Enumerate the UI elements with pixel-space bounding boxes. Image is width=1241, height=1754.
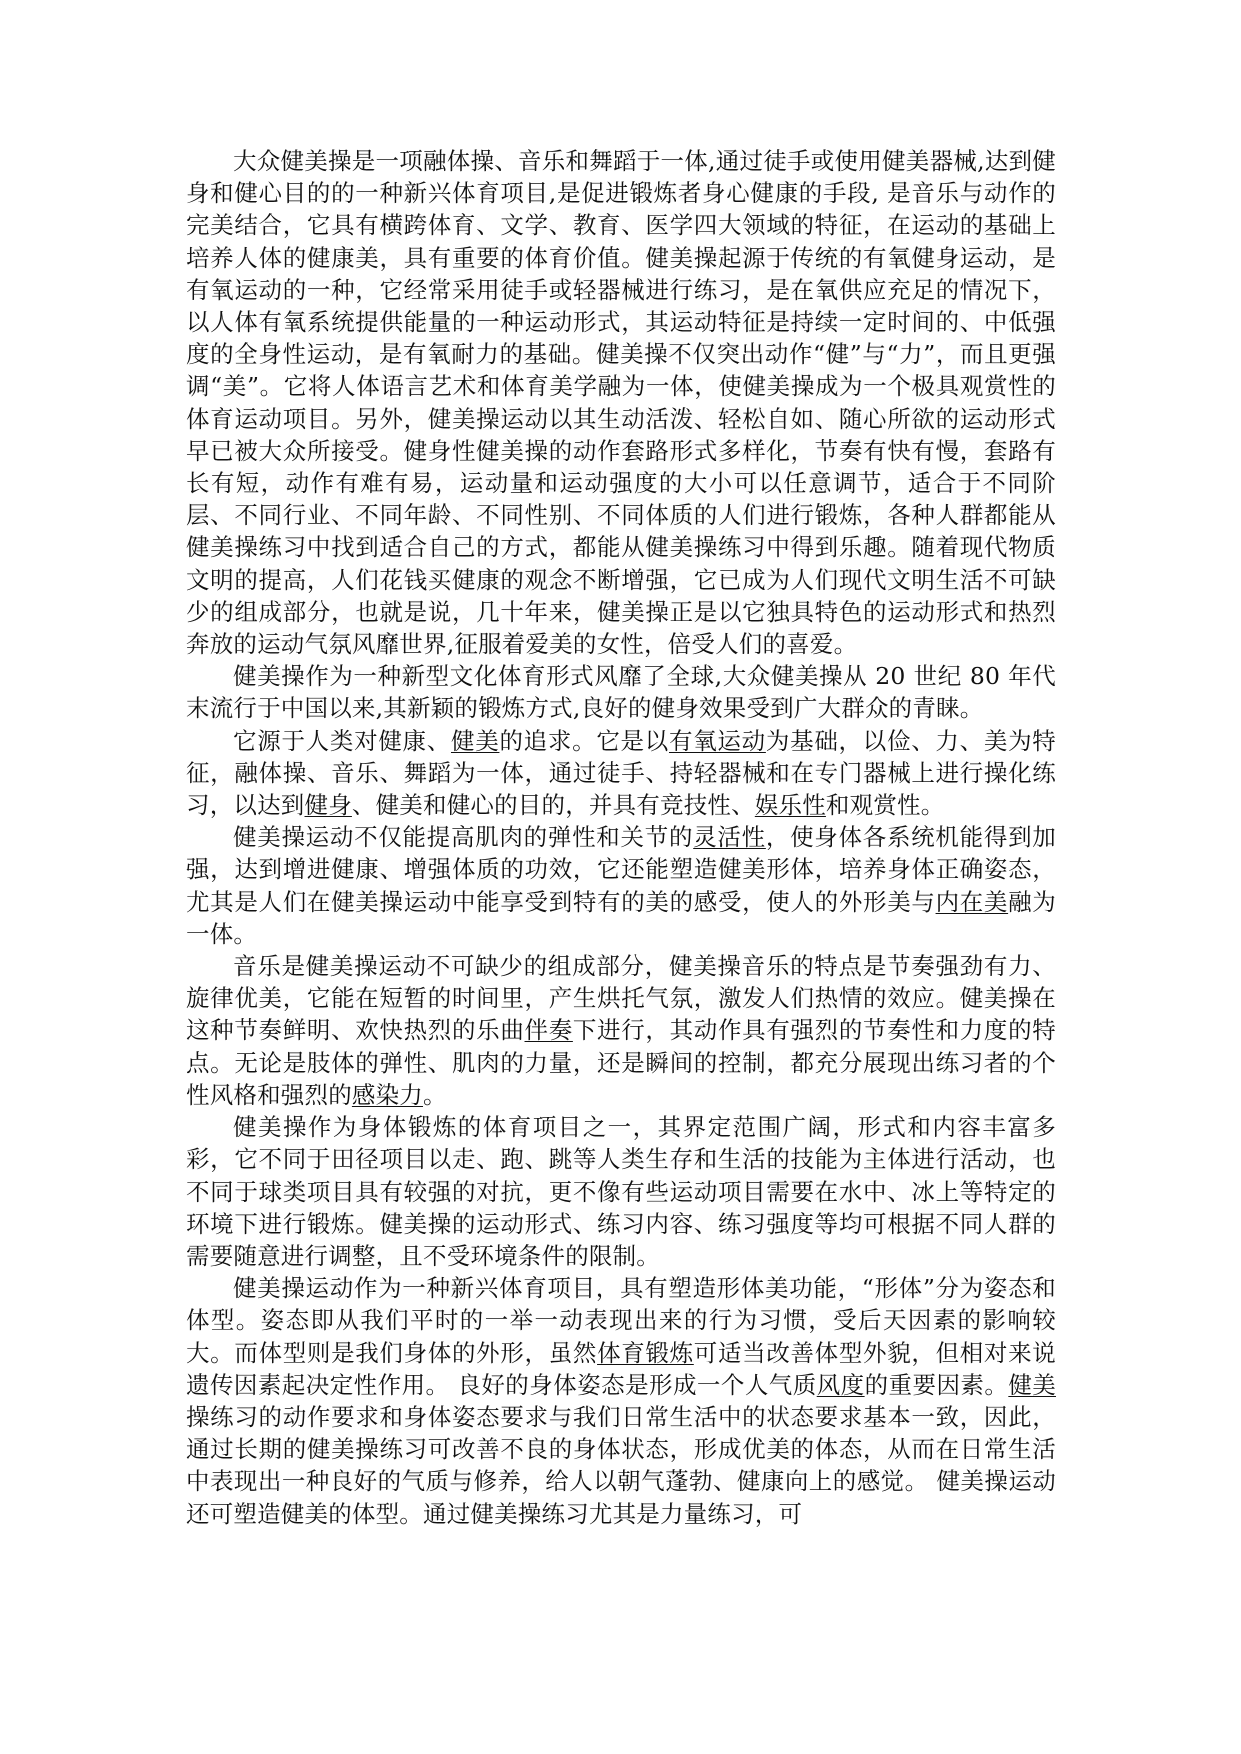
hyperlink-text[interactable]: 健美 [1008, 1370, 1056, 1399]
hyperlink-text[interactable]: 体育锻炼 [597, 1338, 694, 1367]
paragraph-text: 健美操作为身体锻炼的体育项目之一，其界定范围广阔，形式和内容丰富多彩，它不同于田径项目以走、跑、跳等人类生存和生活的技能为主体进行活动，也不同于球类项目具有较强的对抗，更不像有些运动项目需要在水中、冰上等特定的环境下进行锻炼。健美操的运动形式、练习内容、练习强度等均可根据不同人群的需要随意进行调整，且不受环境条件的限制。 [186, 1113, 1056, 1270]
paragraph-text: 和观赏性。 [825, 791, 945, 820]
paragraph [186, 1272, 1056, 1530]
paragraph-text: 操练习的动作要求和身体姿态要求与我们日常生活中的状态要求基本一致，因此，通过长期的健美操练习可改善不良的身体状态，形成优美的体态，从而在日常生活中表现出一种良好的气质与修养，给人以朝气蓬勃、健康向上的感觉。 健美操运动还可塑造健美的体型。通过健美操练习尤其是力量练习，可 [186, 1402, 1056, 1528]
paragraph-text: 健美操运动不仅能提高肌肉的弹性和关节的 [233, 823, 694, 852]
paragraph [186, 660, 1056, 724]
hyperlink-text[interactable]: 伴奏 [524, 1016, 573, 1045]
document-body [186, 145, 1056, 1530]
paragraph-text: ，使身体各系统机能得到加强，达到增进健康、增强体质的功效，它还能塑造健美形体，培养身体正确姿态，尤其是人们在健美操运动中能享受到特有的美的感受，使人的外形美与 [186, 823, 1056, 916]
paragraph-text: 大众健美操是一项融体操、音乐和舞蹈于一体,通过徒手或使用健美器械,达到健身和健心目的的一种新兴体育项目,是促进锻炼者身心健康的手段, 是音乐与动作的完美结合，它具有横跨体育、文学、教育、医学四大领域的特征，在运动的基础上培养人体的健康美，具有重要的体育价值。健美操起源于传统的有氧健身运动，是有氧运动的一种，它经常采用徒手或轻器械进行练习，是在氧供应充足的情况下，以人体有氧系统提供能量的一种运动形式，其运动特征是持续一定时间的、中低强度的全身性运动，是有氧耐力的基础。健美操不仅突出动作“健”与“力”，而且更强调“美”。它将人体语言艺术和体育美学融为一体，使健美操成为一个极具观赏性的体育运动项目。另外，健美操运动以其生动活泼、轻松自如、随心所欲的运动形式早已被大众所接受。健身性健美操的动作套路形式多样化，节奏有快有慢，套路有长有短，动作有难有易，运动量和运动强度的大小可以任意调节，适合于不同阶层、不同行业、不同年龄、不同性别、不同体质的人们进行锻炼，各种人群都能从健美操练习中找到适合自己的方式，都能从健美操练习中得到乐趣。随着现代物质文明的提高，人们花钱买健康的观念不断增强，它已成为人们现代文明生活不可缺少的组成部分，也就是说，几十年来，健美操正是以它独具特色的运动形式和热烈奔放的运动气氛风靡世界,征服着爱美的女性，倍受人们的喜爱。 [186, 147, 1056, 659]
paragraph-text: 下进行，其动作具有强烈的节奏性和力度的特点。无论是肢体的弹性、肌肉的力量，还是瞬间的控制，都充分展现出练习者的个性风格和强烈的 [186, 1016, 1056, 1109]
hyperlink-text[interactable]: 感染力 [351, 1080, 424, 1109]
paragraph-text: 的重要因素。 [864, 1370, 1009, 1399]
paragraph [186, 950, 1056, 1111]
paragraph-text: 融为一体。 [186, 887, 1056, 948]
paragraph-text: 的追求。它是以 [499, 726, 669, 755]
paragraph-text: 健美操作为一种新型文化体育形式风靡了全球,大众健美操从 20 世纪 80 年代末流行于中国以来,其新颖的锻炼方式,良好的健身效果受到广大群众的青睐。 [186, 662, 1056, 723]
hyperlink-text[interactable]: 健美 [450, 726, 500, 755]
paragraph [186, 821, 1056, 950]
paragraph-text: 为基础，以俭、力、美为特征，融体操、音乐、舞蹈为一体，通过徒手、持轻器械和在专门器械上进行操化练习，以达到 [186, 726, 1056, 820]
hyperlink-text[interactable]: 健身 [304, 791, 352, 820]
hyperlink-text[interactable]: 有氧运动 [668, 726, 766, 755]
paragraph-text: 音乐是健美操运动不可缺少的组成部分，健美操音乐的特点是节奏强劲有力、旋律优美，它能在短暂的时间里，产生烘托气氛，激发人们热情的效应。健美操在这种节奏鲜明、欢快热烈的乐曲 [186, 952, 1056, 1045]
paragraph-text: 、健美和健心的目的，并具有竞技性、 [351, 791, 755, 820]
paragraph-text: 健美操运动作为一种新兴体育项目，具有塑造形体美功能，“形体”分为姿态和体型。姿态即从我们平时的一举一动表现出来的行为习惯，受后天因素的影响较大。而体型则是我们身体的外形，虽然 [186, 1274, 1056, 1367]
paragraph [186, 145, 1056, 660]
paragraph [186, 725, 1056, 822]
hyperlink-text[interactable]: 内在美 [935, 887, 1009, 916]
paragraph-text: 可适当改善体型外貌，但相对来说遗传因素起决定性作用。 良好的身体姿态是形成一个人气质 [186, 1338, 1056, 1399]
paragraph-text: 它源于人类对健康、 [233, 726, 451, 755]
hyperlink-text[interactable]: 娱乐性 [754, 791, 826, 820]
hyperlink-text[interactable]: 风度 [816, 1370, 865, 1399]
paragraph [186, 1111, 1056, 1272]
paragraph-text: 。 [423, 1080, 447, 1109]
hyperlink-text[interactable]: 灵活性 [693, 823, 766, 852]
